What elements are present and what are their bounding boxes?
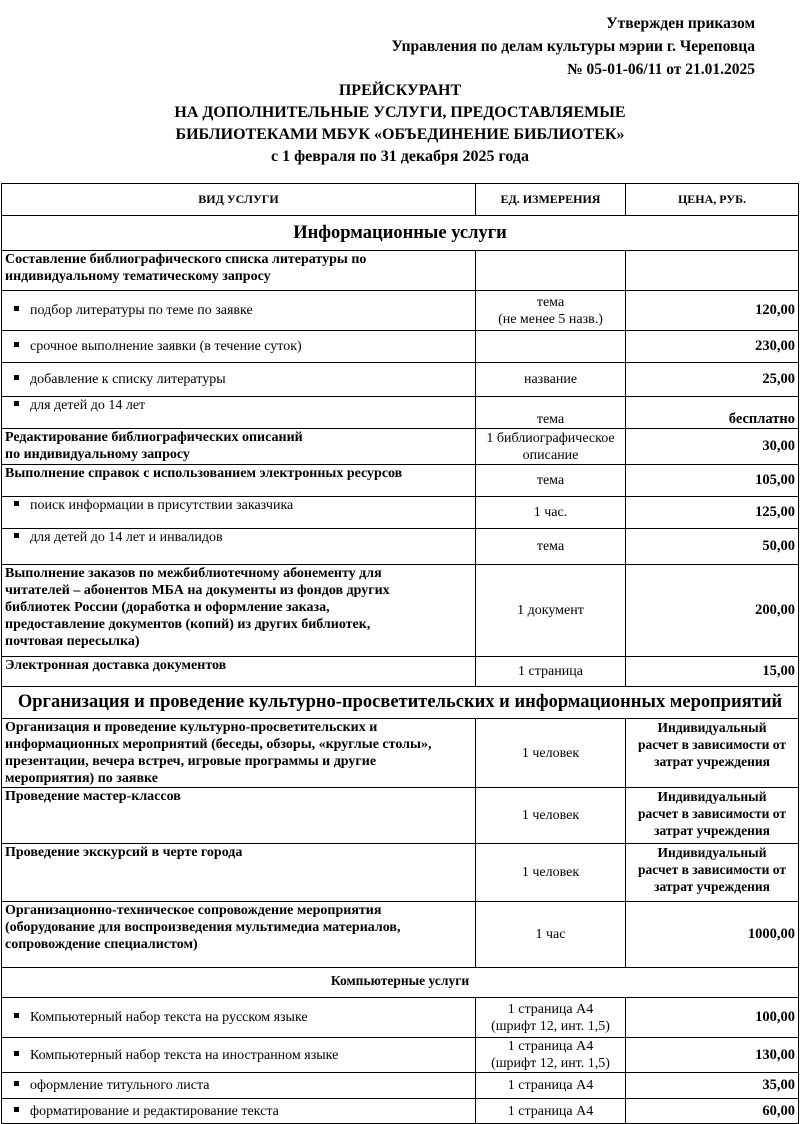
service-name: срочное выполнение заявки (в течение суток) — [30, 339, 302, 354]
approval-line: Утвержден приказом — [606, 15, 755, 32]
price-cell: 35,00 — [626, 1073, 799, 1099]
service-name: Компьютерный набор текста на иностранном языке — [30, 1047, 339, 1063]
service-cell — [2, 1073, 476, 1099]
service-name: Выполнение заказов по межбиблиотечному абонементу для читателей – абонентов МБА на документы из фондов других библиотек России (доработка и оформление заказа, предоставление документов (копий) из других библиотек, почтовая пересылка) — [5, 566, 390, 649]
service-name: поиск информации в присутствии заказчика — [30, 498, 294, 513]
service-cell — [2, 529, 476, 565]
service-cell — [2, 565, 476, 657]
price-cell: 125,00 — [626, 497, 799, 529]
bullet-icon — [14, 342, 19, 347]
section-title: Организация и проведение культурно-просветительских и информационных мероприятий — [2, 687, 799, 719]
bullet-icon — [14, 1081, 19, 1086]
service-cell — [2, 844, 476, 902]
unit-cell: тема — [476, 465, 626, 497]
unit-cell: 1 страница — [476, 657, 626, 687]
service-name: для детей до 14 лет и инвалидов — [30, 530, 223, 545]
service-cell — [2, 719, 476, 788]
price-cell: 100,00 — [626, 998, 799, 1038]
table-row — [2, 331, 799, 363]
price-list-table — [1, 183, 799, 1124]
price-cell: Индивидуальный расчет в зависимости от затрат учреждения — [626, 719, 799, 788]
bullet-icon — [14, 501, 19, 506]
unit-cell — [476, 331, 626, 363]
service-name: Составление библиографического списка литературы по индивидуальному тематическому запросу — [5, 252, 367, 284]
approval-note — [391, 12, 755, 81]
unit-cell: тема — [476, 529, 626, 565]
service-cell — [2, 1038, 476, 1073]
price-cell: 200,00 — [626, 565, 799, 657]
unit-cell: тема (не менее 5 назв.) — [476, 291, 626, 331]
service-name: Проведение экскурсий в черте города — [5, 845, 243, 860]
price-cell: 120,00 — [626, 291, 799, 331]
service-name: Организация и проведение культурно-просветительских и информационных мероприятий (беседы, обзоры, «круглые столы», презентации, вечера встреч, игровые программы и другие мероприятия) по заявке — [5, 720, 432, 786]
column-header-service: ВИД УСЛУГИ — [2, 184, 476, 216]
service-cell — [2, 251, 476, 291]
service-name: Компьютерный набор текста на русском языке — [30, 1010, 308, 1025]
column-header-price: ЦЕНА, РУБ. — [626, 184, 799, 216]
table-row — [2, 529, 799, 565]
service-cell — [2, 788, 476, 844]
service-cell — [2, 1099, 476, 1124]
service-cell — [2, 465, 476, 497]
price-cell: 25,00 — [626, 363, 799, 397]
title-line: НА ДОПОЛНИТЕЛЬНЫЕ УСЛУГИ, ПРЕДОСТАВЛЯЕМЫЕ — [174, 104, 626, 121]
unit-cell — [476, 251, 626, 291]
price-cell — [626, 251, 799, 291]
table-row — [2, 1073, 799, 1099]
table-row — [2, 291, 799, 331]
service-cell — [2, 998, 476, 1038]
document-title — [0, 80, 800, 168]
unit-cell: 1 документ — [476, 565, 626, 657]
service-name: Проведение мастер-классов — [5, 789, 181, 804]
unit-cell: тема — [476, 397, 626, 429]
service-name: Редактирование библиографических описаний по индивидуальному запросу — [5, 430, 303, 462]
bullet-icon — [14, 306, 19, 311]
approval-line: № 05-01-06/11 от 21.01.2025 — [567, 61, 755, 78]
price-cell: 15,00 — [626, 657, 799, 687]
service-cell — [2, 657, 476, 687]
unit-cell: 1 час — [476, 902, 626, 968]
price-cell: Индивидуальный расчет в зависимости от затрат учреждения — [626, 844, 799, 902]
price-cell: 1000,00 — [626, 902, 799, 968]
service-cell — [2, 902, 476, 968]
service-name: для детей до 14 лет — [30, 398, 146, 413]
unit-cell: 1 страница А4 — [476, 1073, 626, 1099]
service-name: добавление к списку литературы — [30, 372, 226, 387]
unit-cell: 1 человек — [476, 719, 626, 788]
price-cell: 130,00 — [626, 1038, 799, 1073]
service-cell — [2, 497, 476, 529]
price-cell: Индивидуальный расчет в зависимости от затрат учреждения — [626, 788, 799, 844]
table-row — [2, 902, 799, 968]
unit-cell: 1 человек — [476, 788, 626, 844]
price-cell: 60,00 — [626, 1099, 799, 1124]
table-row — [2, 429, 799, 465]
price-cell: 230,00 — [626, 331, 799, 363]
table-row — [2, 363, 799, 397]
price-cell: 105,00 — [626, 465, 799, 497]
unit-cell: 1 страница А4 — [476, 1099, 626, 1124]
title-line: БИБЛИОТЕКАМИ МБУК «ОБЪЕДИНЕНИЕ БИБЛИОТЕК» — [175, 126, 625, 143]
unit-cell: название — [476, 363, 626, 397]
subsection-title: Компьютерные услуги — [2, 968, 799, 998]
bullet-icon — [14, 1051, 19, 1056]
unit-cell: 1 страница А4 (шрифт 12, инт. 1,5) — [476, 1038, 626, 1073]
approval-line: Управления по делам культуры мэрии г. Череповца — [391, 38, 755, 55]
bullet-icon — [14, 1107, 19, 1112]
section-title: Информационные услуги — [2, 216, 799, 251]
title-line: ПРЕЙСКУРАНТ — [338, 82, 462, 99]
subsection-row — [2, 968, 799, 998]
table-header-row — [2, 184, 799, 216]
table-row — [2, 719, 799, 788]
unit-cell: 1 библиографическое описание — [476, 429, 626, 465]
unit-cell: 1 час. — [476, 497, 626, 529]
section-row — [2, 687, 799, 719]
column-header-unit: ЕД. ИЗМЕРЕНИЯ — [476, 184, 626, 216]
section-row — [2, 216, 799, 251]
table-row — [2, 565, 799, 657]
service-name: Электронная доставка документов — [5, 658, 227, 673]
table-row — [2, 657, 799, 687]
service-name: Выполнение справок с использованием электронных ресурсов — [5, 466, 403, 481]
service-name: Организационно-техническое сопровождение мероприятия (оборудование для воспроизведения мультимедиа материалов, сопровождение специалистом) — [5, 903, 401, 952]
bullet-icon — [14, 533, 19, 538]
table-row — [2, 1099, 799, 1124]
service-cell — [2, 363, 476, 397]
service-name: подбор литературы по теме по заявке — [30, 303, 253, 318]
unit-cell: 1 человек — [476, 844, 626, 902]
price-cell: 30,00 — [626, 429, 799, 465]
title-line: с 1 февраля по 31 декабря 2025 года — [270, 148, 530, 165]
bullet-icon — [14, 375, 19, 380]
service-cell — [2, 429, 476, 465]
service-name: оформление титульного листа — [30, 1078, 210, 1093]
table-row — [2, 788, 799, 844]
unit-cell: 1 страница А4 (шрифт 12, инт. 1,5) — [476, 998, 626, 1038]
service-cell — [2, 397, 476, 429]
table-row — [2, 397, 799, 429]
bullet-icon — [14, 1013, 19, 1018]
service-cell — [2, 331, 476, 363]
table-row — [2, 465, 799, 497]
table-row — [2, 251, 799, 291]
bullet-icon — [14, 401, 19, 406]
table-row — [2, 1038, 799, 1073]
service-name: форматирование и редактирование текста — [30, 1103, 279, 1119]
service-cell — [2, 291, 476, 331]
table-row — [2, 998, 799, 1038]
price-cell: бесплатно — [626, 397, 799, 429]
price-cell: 50,00 — [626, 529, 799, 565]
table-row — [2, 497, 799, 529]
table-row — [2, 844, 799, 902]
